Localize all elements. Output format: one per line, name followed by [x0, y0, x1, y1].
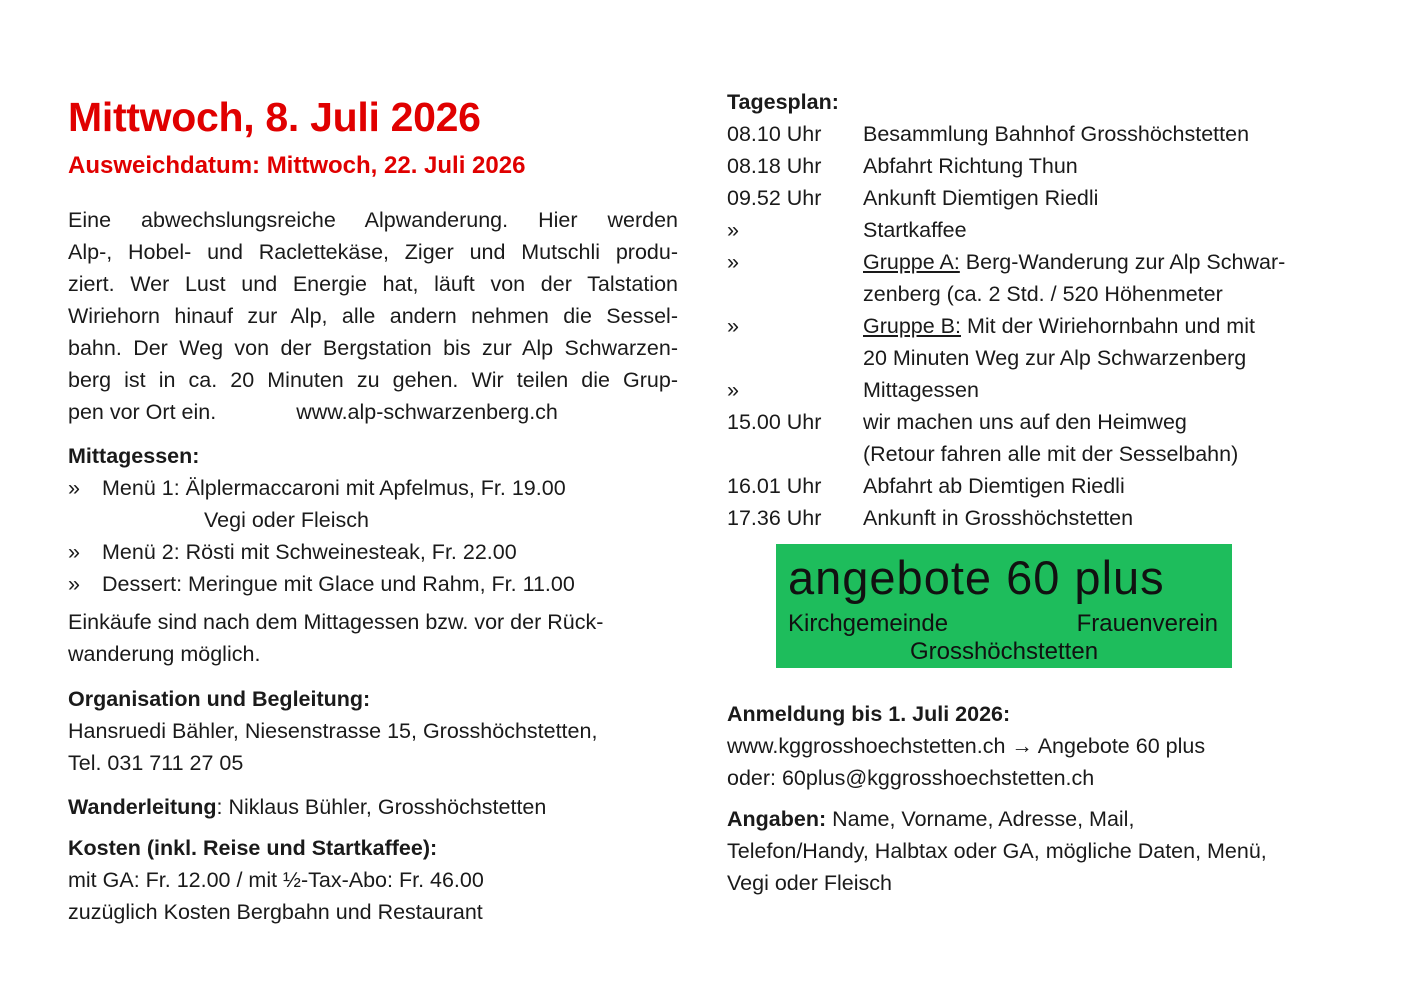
logo-title: angebote 60 plus [788, 551, 1165, 604]
schedule-row [727, 342, 1367, 374]
schedule-time: » [727, 250, 739, 274]
schedule-desc: zenberg (ca. 2 Std. / 520 Höhenmeter [863, 282, 1223, 306]
intro-line: bahn. Der Weg von der Bergstation bis zur Alp Schwarzen- [68, 336, 678, 360]
schedule-row [727, 374, 1367, 406]
logo-kirchgemeinde: Kirchgemeinde [788, 610, 949, 637]
schedule-desc: Startkaffee [863, 218, 967, 242]
list-item [68, 472, 678, 504]
alternate-date: Ausweichdatum: Mittwoch, 22. Juli 2026 [68, 152, 526, 179]
hike-lead-label: Wanderleitung [68, 795, 217, 819]
intro-line: Wiriehorn hinauf zur Alp, alle andern nehmen die Sessel- [68, 304, 678, 328]
shopping-note [68, 606, 603, 670]
shopping-line: wanderung möglich. [68, 642, 261, 666]
page-title: Mittwoch, 8. Juli 2026 [68, 94, 481, 140]
intro-line: pen vor Ort ein. [68, 400, 217, 424]
shopping-line: Einkäufe sind nach dem Mittagessen bzw. vor der Rück- [68, 610, 604, 634]
hike-lead-value: : Niklaus Bühler, Grosshöchstetten [216, 795, 547, 819]
schedule-desc: Abfahrt ab Diemtigen Riedli [863, 474, 1125, 498]
schedule-section [727, 86, 1367, 534]
logo-frauenverein: Frauenverein [1076, 610, 1218, 637]
schedule-desc: Ankunft in Grosshöchstetten [863, 506, 1134, 530]
costs-line: zuzüglich Kosten Bergbahn und Restaurant [68, 900, 483, 924]
organisation-section [68, 683, 597, 779]
schedule-desc: wir machen uns auf den Heimweg [863, 410, 1187, 434]
intro-line: Eine abwechslungsreiche Alpwanderung. Hier werden [68, 208, 678, 232]
intro-paragraph [68, 204, 678, 428]
logo-place: Grosshöchstetten [909, 638, 1099, 665]
schedule-time: » [727, 218, 739, 242]
organisation-phone: Tel. 031 711 27 05 [68, 751, 244, 775]
costs-line: mit GA: Fr. 12.00 / mit ½-Tax-Abo: Fr. 46.00 [68, 868, 484, 892]
schedule-row [727, 118, 1367, 150]
schedule-row [727, 406, 1367, 438]
list-item [68, 536, 678, 568]
group-b-label: Gruppe B: [863, 314, 961, 338]
organisation-address: Hansruedi Bähler, Niesenstrasse 15, Grosshöchstetten, [68, 719, 598, 743]
schedule-heading: Tagesplan: [727, 90, 839, 114]
schedule-row [727, 438, 1367, 470]
schedule-time: 16.01 Uhr [727, 474, 822, 498]
bullet-marker: » [68, 540, 80, 564]
schedule-row [727, 246, 1367, 278]
schedule-desc: Abfahrt Richtung Thun [863, 154, 1078, 178]
intro-last-line [68, 396, 678, 428]
registration-website[interactable]: www.kggrosshoechstetten.ch → Angebote 60 plus [727, 734, 1206, 758]
costs-heading: Kosten (inkl. Reise und Startkaffee): [68, 836, 438, 860]
lunch-heading: Mittagessen: [68, 444, 200, 468]
schedule-row [727, 182, 1367, 214]
list-item [68, 504, 678, 536]
details-section [727, 803, 1367, 899]
schedule-desc: Mit der Wiriehornbahn und mit [961, 314, 1255, 338]
lunch-section [68, 440, 678, 600]
registration-section [727, 698, 1367, 794]
schedule-row [727, 310, 1367, 342]
schedule-time: 08.10 Uhr [727, 122, 822, 146]
menu-1: Menü 1: Älplermaccaroni mit Apfelmus, Fr. 19.00 [102, 476, 566, 500]
group-a-label: Gruppe A: [863, 250, 960, 274]
hike-lead-section [68, 791, 546, 823]
angebote-60-plus-logo [776, 544, 1232, 668]
intro-line: ziert. Wer Lust und Energie hat, läuft von der Talstation [68, 272, 678, 296]
registration-email[interactable]: oder: 60plus@kggrosshoechstetten.ch [727, 766, 1095, 790]
registration-heading: Anmeldung bis 1. Juli 2026: [727, 702, 1011, 726]
dessert: Dessert: Meringue mit Glace und Rahm, Fr. 11.00 [102, 572, 575, 596]
details-line: Telefon/Handy, Halbtax oder GA, mögliche Daten, Menü, [727, 839, 1267, 863]
schedule-row [727, 278, 1367, 310]
intro-line: berg ist in ca. 20 Minuten zu gehen. Wir teilen die Grup- [68, 368, 678, 392]
menu-1-option: Vegi oder Fleisch [204, 508, 369, 532]
schedule-desc: Besammlung Bahnhof Grosshöchstetten [863, 122, 1250, 146]
schedule-row [727, 470, 1367, 502]
intro-line: Alp-, Hobel- und Raclettekäse, Ziger und Mutschli produ- [68, 240, 678, 264]
schedule-desc: Berg-Wanderung zur Alp Schwar- [959, 250, 1286, 274]
details-line: Vegi oder Fleisch [727, 871, 892, 895]
schedule-desc: Mittagessen [863, 378, 979, 402]
schedule-row [727, 214, 1367, 246]
schedule-time: 09.52 Uhr [727, 186, 822, 210]
details-label: Angaben: [727, 807, 827, 831]
schedule-time: » [727, 378, 739, 402]
schedule-desc: Ankunft Diemtigen Riedli [863, 186, 1099, 210]
costs-section [68, 832, 484, 928]
menu-2: Menü 2: Rösti mit Schweinesteak, Fr. 22.00 [102, 540, 517, 564]
schedule-row [727, 502, 1367, 534]
list-item [68, 568, 678, 600]
schedule-time: 17.36 Uhr [727, 506, 822, 530]
schedule-time: 15.00 Uhr [727, 410, 822, 434]
bullet-marker: » [68, 476, 80, 500]
alp-website-link[interactable]: www.alp-schwarzenberg.ch [296, 400, 558, 424]
organisation-heading: Organisation und Begleitung: [68, 687, 371, 711]
details-line: Name, Vorname, Adresse, Mail, [826, 807, 1135, 831]
schedule-desc: 20 Minuten Weg zur Alp Schwarzenberg [863, 346, 1247, 370]
bullet-marker: » [68, 572, 80, 596]
schedule-row [727, 150, 1367, 182]
schedule-time: 08.18 Uhr [727, 154, 822, 178]
schedule-desc: (Retour fahren alle mit der Sesselbahn) [863, 442, 1239, 466]
schedule-time: » [727, 314, 739, 338]
